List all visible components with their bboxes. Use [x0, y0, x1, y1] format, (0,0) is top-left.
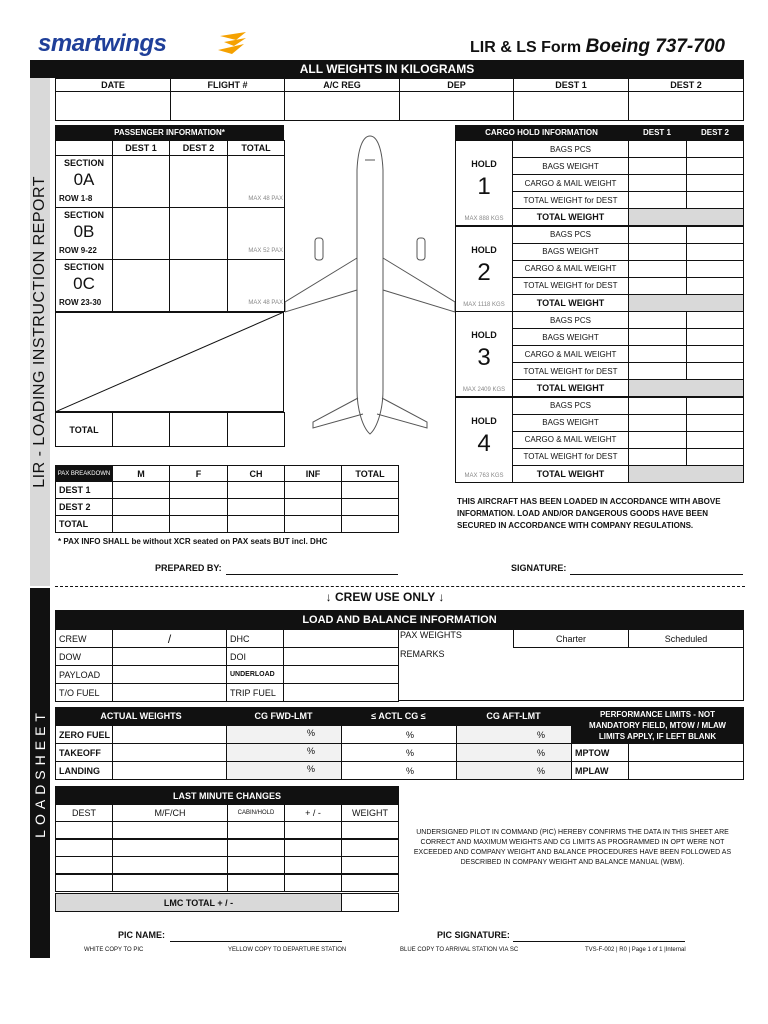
pic-signature-label: PIC SIGNATURE:: [437, 930, 510, 940]
pax-bd-col-2: CH: [227, 465, 285, 482]
load-balance-title: LOAD AND BALANCE INFORMATION: [55, 610, 744, 629]
scheduled-option[interactable]: Scheduled: [628, 629, 744, 648]
hold-max: MAX 888 KGS: [464, 216, 504, 222]
hold-4: [455, 397, 513, 483]
pax-cell[interactable]: [112, 155, 170, 208]
signature-line[interactable]: [570, 574, 743, 575]
hold-label: HOLD: [471, 415, 497, 426]
hold-max: MAX 2409 KGS: [462, 387, 506, 393]
hold-row-label: TOTAL WEIGHT for DEST: [512, 448, 629, 466]
lb-mid-2: UNDERLOAD: [226, 665, 284, 684]
lb-mid-3: TRIP FUEL: [226, 683, 284, 702]
section-label: SECTION: [63, 262, 104, 272]
logo: [38, 30, 258, 64]
pax-total-cell[interactable]: [169, 412, 228, 447]
lmc-total-label: LMC TOTAL + / -: [55, 893, 342, 912]
section-label: SECTION: [63, 158, 104, 168]
hold-row-label: CARGO & MAIL WEIGHT: [512, 260, 629, 278]
hold-total-label: TOTAL WEIGHT: [512, 208, 629, 226]
crew-use-only: ↓ CREW USE ONLY ↓: [325, 590, 445, 604]
pax-cell[interactable]: [112, 259, 170, 312]
hold-cell[interactable]: [686, 277, 744, 295]
pax-total-cell[interactable]: [112, 412, 170, 447]
hold-total-label: TOTAL WEIGHT: [512, 379, 629, 397]
hold-cell[interactable]: [628, 140, 687, 158]
hold-cell[interactable]: [628, 174, 687, 192]
hold-total-cell[interactable]: [628, 465, 744, 483]
lb-mid-value[interactable]: [283, 647, 399, 666]
weights-actual[interactable]: [112, 761, 227, 780]
hold-cell[interactable]: [628, 448, 687, 466]
weights-actual[interactable]: [112, 725, 227, 744]
lmc-cell[interactable]: [227, 839, 285, 857]
section-max: MAX 48 PAX: [248, 196, 283, 202]
hold-row-label: CARGO & MAIL WEIGHT: [512, 431, 629, 449]
hold-cell[interactable]: [628, 362, 687, 380]
logo-wings-icon: [216, 32, 250, 56]
pax-bd-cell[interactable]: [284, 515, 342, 533]
header-field-2[interactable]: [284, 91, 400, 121]
hold-cell[interactable]: [686, 191, 744, 209]
pax-bd-cell[interactable]: [169, 515, 228, 533]
lir-side-bar: [30, 78, 50, 586]
logo-text: smartwings: [38, 30, 167, 57]
signature-label: SIGNATURE:: [511, 563, 567, 573]
pic-signature-line[interactable]: [513, 941, 685, 942]
perf-limits-title: PERFORMANCE LIMITS - NOT MANDATORY FIELD, MTOW / MLAW LIMITS APPLY, IF LEFT BLANK: [571, 707, 744, 743]
lmc-cell[interactable]: [341, 874, 399, 892]
hold-1: [455, 140, 513, 226]
hold-cell[interactable]: [686, 157, 744, 175]
hold-row-label: BAGS PCS: [512, 397, 629, 415]
section-rows: ROW 9-22: [59, 246, 97, 255]
aircraft-type: Boeing 737-700: [585, 36, 725, 57]
hold-row-label: TOTAL WEIGHT for DEST: [512, 362, 629, 380]
pax-bd-cell[interactable]: [112, 515, 170, 533]
hold-cell[interactable]: [686, 362, 744, 380]
weights-pct-cell[interactable]: [226, 725, 342, 744]
lmc-cell[interactable]: [341, 856, 399, 874]
hold-cell[interactable]: [686, 397, 744, 415]
hold-cell[interactable]: [628, 311, 687, 329]
lmc-cell[interactable]: [284, 856, 342, 874]
lb-left-1: DOW: [55, 647, 113, 666]
weights-row-0: ZERO FUEL: [55, 725, 113, 744]
pct-sign: %: [307, 728, 316, 738]
weights-col-0: ACTUAL WEIGHTS: [100, 711, 182, 721]
hold-number: 2: [477, 258, 491, 286]
header-col-0: DATE: [55, 78, 171, 92]
lmc-cell[interactable]: [227, 874, 285, 892]
hold-row-label: BAGS WEIGHT: [512, 243, 629, 261]
section-0C: [55, 259, 113, 312]
weights-pct-cell[interactable]: [341, 761, 457, 780]
hold-cell[interactable]: [686, 243, 744, 261]
pax-bd-cell[interactable]: [341, 481, 399, 499]
lb-left-value[interactable]: [112, 665, 227, 684]
pax-bd-cell[interactable]: [169, 498, 228, 516]
passenger-title: PASSENGER INFORMATION*: [55, 125, 284, 140]
pax-bd-cell[interactable]: [341, 498, 399, 516]
lmc-col-3: + / -: [284, 804, 342, 822]
header-col-2: A/C REG: [284, 78, 400, 92]
units-banner: ALL WEIGHTS IN KILOGRAMS: [30, 60, 744, 78]
hold-total-cell[interactable]: [628, 208, 744, 226]
pax-diagonal-box: [55, 312, 284, 412]
lmc-cell[interactable]: [112, 821, 228, 839]
weights-col-3: CG AFT-LMT: [486, 711, 541, 721]
section-0A: [55, 155, 113, 208]
pax-cell[interactable]: [169, 155, 228, 208]
weights-pct-cell[interactable]: [341, 743, 457, 762]
hold-cell[interactable]: [628, 431, 687, 449]
pax-cell[interactable]: [227, 207, 285, 260]
lmc-col-0: DEST: [55, 804, 113, 822]
pct-sign: %: [406, 766, 415, 776]
hold-cell[interactable]: [628, 157, 687, 175]
hold-row-label: BAGS WEIGHT: [512, 328, 629, 346]
lmc-cell[interactable]: [227, 856, 285, 874]
hold-cell[interactable]: [686, 345, 744, 363]
lmc-cell[interactable]: [284, 839, 342, 857]
footer-blue: BLUE COPY TO ARRIVAL STATION VIA SC: [400, 947, 519, 953]
form-title: LIR & LS Form: [470, 39, 582, 56]
form-title-block: [470, 36, 725, 58]
pax-bd-col-1: F: [169, 465, 228, 482]
hold-max: MAX 1118 KGS: [463, 301, 505, 308]
pax-bd-col-4: TOTAL: [341, 465, 399, 482]
pic-name-label: PIC NAME:: [118, 930, 165, 940]
hold-cell[interactable]: [628, 345, 687, 363]
pax-weights-label: PAX WEIGHTS: [400, 630, 462, 640]
hold-cell[interactable]: [686, 226, 744, 244]
hold-cell[interactable]: [686, 140, 744, 158]
weights-row-1: TAKEOFF: [55, 743, 113, 762]
weights-pct-cell[interactable]: [456, 725, 572, 744]
hold-total-cell[interactable]: [628, 294, 744, 312]
hold-cell[interactable]: [686, 448, 744, 466]
pax-bd-cell[interactable]: [284, 498, 342, 516]
pax-bd-cell[interactable]: [112, 481, 170, 499]
lmc-total-cell[interactable]: [341, 893, 399, 912]
section-code: 0C: [73, 274, 95, 293]
weights-row-2: LANDING: [55, 761, 113, 780]
hold-cell[interactable]: [628, 243, 687, 261]
hold-cell[interactable]: [686, 260, 744, 278]
pct-sign: %: [537, 730, 546, 740]
hold-total-label: TOTAL WEIGHT: [512, 465, 629, 483]
hold-cell[interactable]: [686, 414, 744, 432]
perf-row-1: MPLAW: [571, 761, 629, 780]
weights-col-2: ≤ ACTL CG ≤: [371, 711, 426, 721]
pax-col-0: DEST 1: [112, 140, 170, 156]
lb-left-0: CREW: [55, 629, 113, 648]
pax-col-2: TOTAL: [227, 140, 285, 156]
loading-statement: THIS AIRCRAFT HAS BEEN LOADED IN ACCORDANCE WITH ABOVE INFORMATION. LOAD AND/OR DANGEROUS GOODS HAVE BEEN SECURED IN ACCORDANCE WITH COMPANY REGULATIONS.: [457, 497, 721, 530]
header-field-5[interactable]: [628, 91, 744, 121]
lmc-cell[interactable]: [55, 874, 113, 892]
cargo-col-1: DEST 2: [700, 128, 729, 137]
section-rows: ROW 23-30: [59, 298, 102, 307]
hold-max: MAX 763 KGS: [464, 472, 504, 479]
hold-row-label: BAGS WEIGHT: [512, 414, 629, 432]
pax-bd-cell[interactable]: [112, 498, 170, 516]
hold-cell[interactable]: [628, 260, 687, 278]
hold-cell[interactable]: [628, 191, 687, 209]
lb-left-value[interactable]: [112, 683, 227, 702]
lmc-cell[interactable]: [55, 839, 113, 857]
pax-cell[interactable]: [227, 155, 285, 208]
weights-pct-cell[interactable]: [226, 743, 342, 762]
hold-cell[interactable]: [686, 174, 744, 192]
hold-row-label: CARGO & MAIL WEIGHT: [512, 174, 629, 192]
header-field-4[interactable]: [513, 91, 629, 121]
hold-cell[interactable]: [628, 277, 687, 295]
loadsheet-side-bar: [30, 588, 50, 958]
header-col-1: FLIGHT #: [170, 78, 285, 92]
lmc-cell[interactable]: [341, 821, 399, 839]
hold-total-cell[interactable]: [628, 379, 744, 397]
header-col-4: DEST 1: [513, 78, 629, 92]
crew-separator: [55, 586, 745, 587]
perf-cell[interactable]: [628, 743, 744, 762]
lb-mid-0: DHC: [226, 629, 284, 648]
pct-sign: %: [307, 746, 316, 756]
footer-white: WHITE COPY TO PIC: [84, 947, 144, 953]
hold-number: 4: [477, 429, 491, 457]
lb-left-value[interactable]: /: [112, 629, 227, 648]
weights-actual[interactable]: [112, 743, 227, 762]
pax-bd-cell[interactable]: [169, 481, 228, 499]
lmc-cell[interactable]: [284, 821, 342, 839]
lmc-col-1: M/F/CH: [112, 804, 228, 822]
lmc-col-2: CABIN/HOLD: [227, 804, 285, 822]
hold-label: HOLD: [471, 330, 497, 340]
section-code: 0B: [73, 222, 95, 241]
header-field-1[interactable]: [170, 91, 285, 121]
hold-row-label: TOTAL WEIGHT for DEST: [512, 191, 629, 209]
lb-left-value[interactable]: [112, 647, 227, 666]
pax-cell[interactable]: [112, 207, 170, 260]
pax-bd-cell[interactable]: [227, 498, 285, 516]
perf-row-0: MPTOW: [571, 743, 629, 762]
pct-sign: %: [307, 764, 316, 774]
header-field-0[interactable]: [55, 91, 171, 121]
lb-left-3: T/O FUEL: [55, 683, 113, 702]
prepared-by-label: PREPARED BY:: [155, 563, 222, 573]
hold-cell[interactable]: [686, 328, 744, 346]
hold-row-label: BAGS PCS: [512, 226, 629, 244]
lb-mid-value[interactable]: [283, 629, 399, 648]
pax-bd-cell[interactable]: [284, 481, 342, 499]
lb-mid-value[interactable]: [283, 665, 399, 684]
lmc-cell[interactable]: [284, 874, 342, 892]
lmc-cell[interactable]: [227, 821, 285, 839]
pax-col-1: DEST 2: [169, 140, 228, 156]
footer-code: TVS-F-002 | R0 | Page 1 of 1 |Internal: [585, 947, 686, 953]
hold-row-label: BAGS PCS: [512, 311, 629, 329]
section-max: MAX 48 PAX: [248, 300, 283, 306]
prepared-by-line[interactable]: [226, 574, 398, 575]
weights-pct-cell[interactable]: [456, 743, 572, 762]
cargo-col-0: DEST 1: [642, 128, 671, 137]
hold-cell[interactable]: [628, 226, 687, 244]
pax-bd-row-1: DEST 2: [55, 498, 113, 516]
hold-row-label: TOTAL WEIGHT for DEST: [512, 277, 629, 295]
pax-breakdown-title: PAX BREAKDOWN: [55, 465, 113, 482]
lmc-title: LAST MINUTE CHANGES: [55, 786, 399, 805]
lmc-cell[interactable]: [55, 856, 113, 874]
pax-bd-cell[interactable]: [341, 515, 399, 533]
hold-cell[interactable]: [628, 414, 687, 432]
loadsheet-side-label: LOADSHEET: [32, 708, 48, 838]
lmc-cell[interactable]: [341, 839, 399, 857]
lir-side-label: LIR - LOADING INSTRUCTION REPORT: [31, 176, 48, 488]
pic-name-line[interactable]: [170, 941, 342, 942]
pax-bd-row-0: DEST 1: [55, 481, 113, 499]
lmc-cell[interactable]: [112, 856, 228, 874]
weights-col-1: CG FWD-LMT: [254, 711, 313, 721]
section-rows: ROW 1-8: [59, 194, 93, 203]
cargo-title: CARGO HOLD INFORMATION: [485, 128, 598, 137]
lb-left-2: PAYLOAD: [55, 665, 113, 684]
aircraft-diagram: [285, 130, 455, 440]
hold-total-label: TOTAL WEIGHT: [512, 294, 629, 312]
header-col-3: DEP: [399, 78, 514, 92]
charter-option[interactable]: Charter: [513, 629, 629, 648]
pax-total-label: TOTAL: [55, 412, 113, 447]
lmc-cell[interactable]: [112, 874, 228, 892]
pax-bd-cell[interactable]: [227, 515, 285, 533]
pct-sign: %: [537, 766, 546, 776]
header-field-3[interactable]: [399, 91, 514, 121]
pax-note: * PAX INFO SHALL be without XCR seated on PAX seats BUT incl. DHC: [58, 537, 328, 546]
pic-statement: UNDERSIGNED PILOT IN COMMAND (PIC) HEREBY CONFIRMS THE DATA IN THIS SHEET ARE CORRECT AND MAXIMUM WEIGHTS AND CG LIMITS AS PROGRAMMED IN OPT WERE NOT EXCEEDED AND COMPANY WEIGHT AND BALANCE PROCEDURES HAVE BEEN FOLLOWED AS DESCRIBED IN COMPANY WEIGHT AND BALANCE MANUAL (WBM).: [413, 829, 732, 866]
hold-label: HOLD: [471, 244, 497, 255]
weights-pct-cell[interactable]: [226, 761, 342, 780]
weights-pct-cell[interactable]: [456, 761, 572, 780]
pax-bd-col-3: INF: [284, 465, 342, 482]
pax-bd-col-0: M: [112, 465, 170, 482]
pax-bd-row-2: TOTAL: [55, 515, 113, 533]
section-0B: [55, 207, 113, 260]
pax-cell[interactable]: [169, 259, 228, 312]
header-col-5: DEST 2: [628, 78, 744, 92]
weights-pct-cell[interactable]: [341, 725, 457, 744]
hold-row-label: BAGS PCS: [512, 140, 629, 158]
pct-sign: %: [406, 748, 415, 758]
perf-cell[interactable]: [628, 761, 744, 780]
hold-cell[interactable]: [628, 328, 687, 346]
hold-cell[interactable]: [628, 397, 687, 415]
hold-2: [455, 226, 513, 312]
pax-cell[interactable]: [169, 207, 228, 260]
pax-corner: [55, 140, 113, 156]
pct-sign: %: [537, 748, 546, 758]
remarks-label: REMARKS: [400, 649, 445, 659]
section-max: MAX 52 PAX: [248, 248, 283, 254]
footer-yellow: YELLOW COPY TO DEPARTURE STATION: [228, 947, 347, 953]
pax-total-cell[interactable]: [227, 412, 285, 447]
section-label: SECTION: [63, 210, 104, 220]
lmc-cell[interactable]: [112, 839, 228, 857]
hold-row-label: BAGS WEIGHT: [512, 157, 629, 175]
pax-bd-cell[interactable]: [227, 481, 285, 499]
lmc-cell[interactable]: [55, 821, 113, 839]
hold-number: 3: [477, 344, 491, 371]
pax-cell[interactable]: [227, 259, 285, 312]
section-code: 0A: [73, 170, 95, 189]
hold-cell[interactable]: [686, 431, 744, 449]
pct-sign: %: [406, 730, 415, 740]
lb-mid-1: DOI: [226, 647, 284, 666]
lmc-col-4: WEIGHT: [341, 804, 399, 822]
hold-label: HOLD: [471, 159, 497, 169]
hold-cell[interactable]: [686, 311, 744, 329]
lb-mid-value[interactable]: [283, 683, 399, 702]
hold-3: [455, 311, 513, 397]
hold-number: 1: [477, 173, 491, 200]
hold-row-label: CARGO & MAIL WEIGHT: [512, 345, 629, 363]
